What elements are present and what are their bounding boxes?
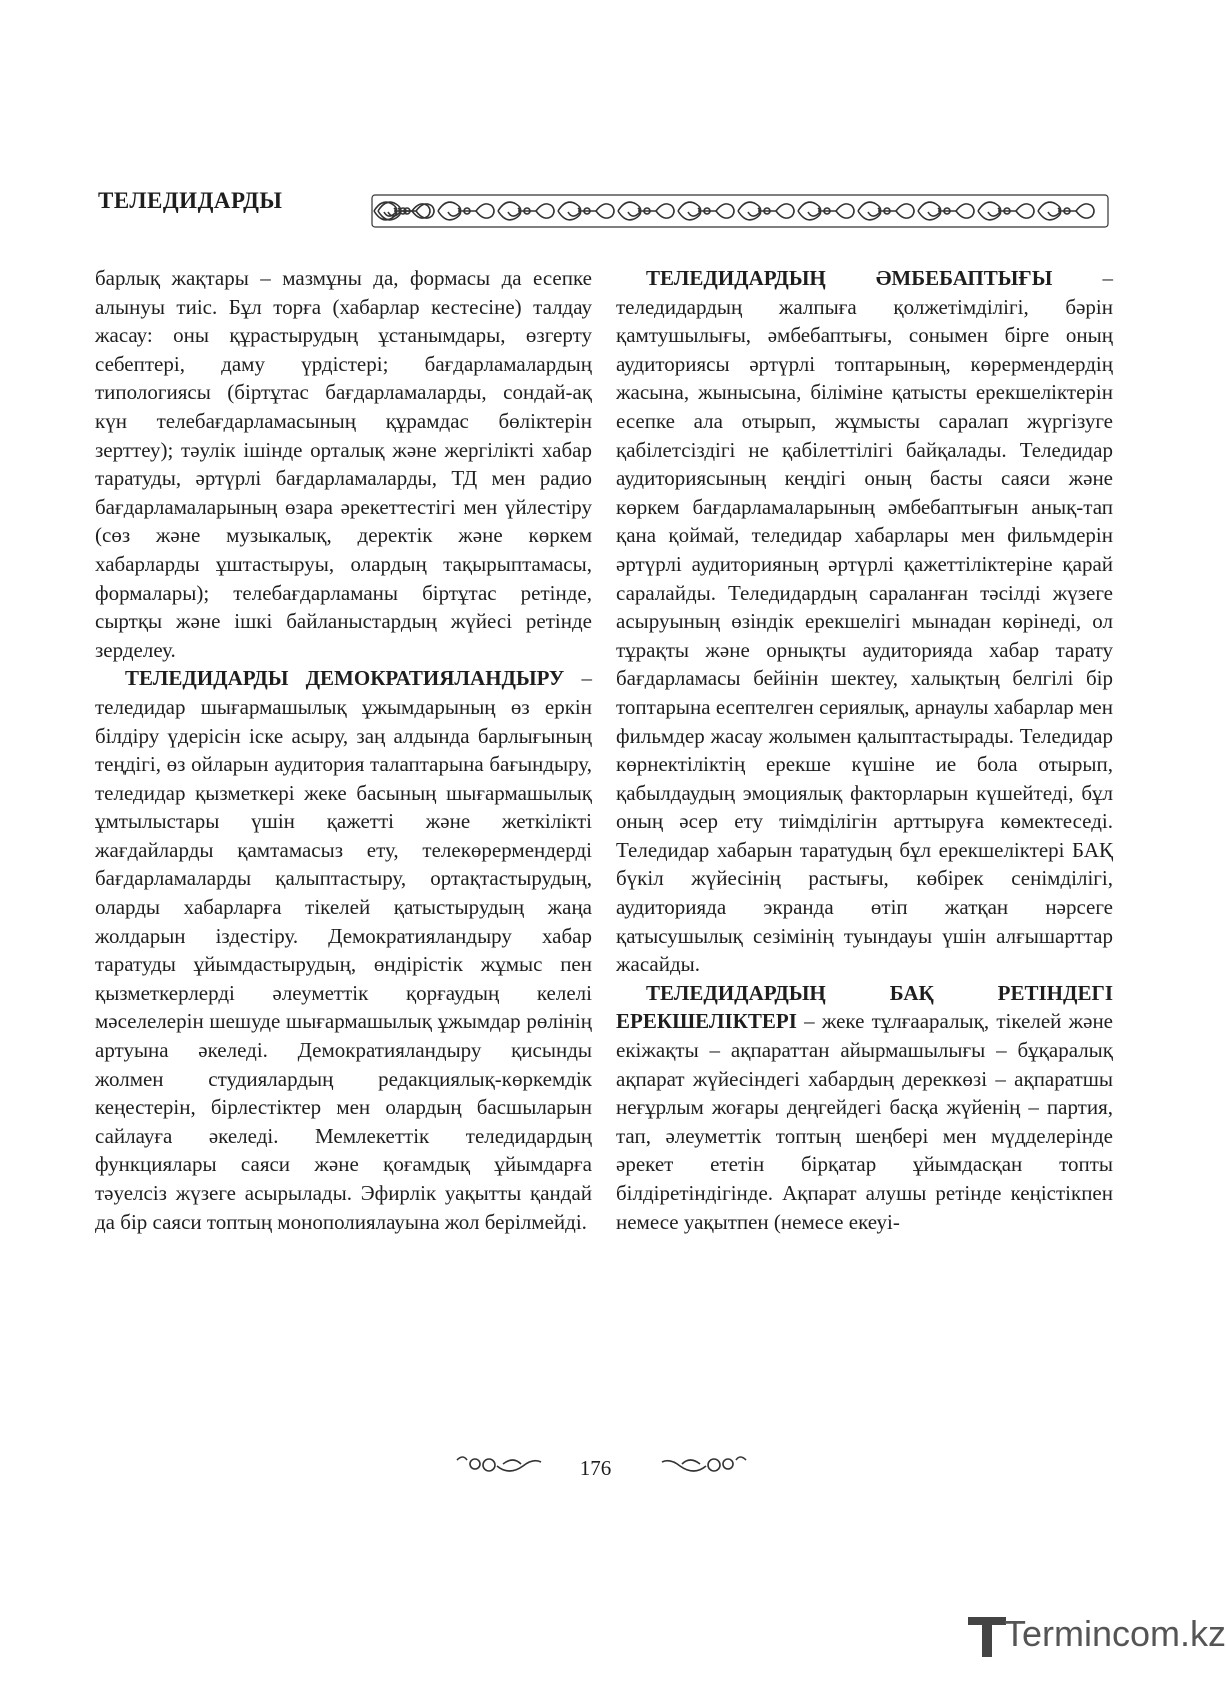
left-paragraph-2-text: – теледидар шығармашылық ұжымдарының өз еркін білдіру үдерісін іске асыру, заң алдында барлығының теңдігі, өз ойларын аудитория талаптарына бағындыру, теледидар қызметкері жеке басының шығармашылық ұмтылыстары үшін қажетті және жеткілікті жағдайларды қамтамасыз ету, телекөрермендерді бағдарламаларды қалыптастыру, ортақтастырудың, оларды хабарларға тікелей қатыстырудың жаңа жолдарын іздестіру. Демократияландыру хабар таратуды ұйымдастырудың, өндірістік жұмыс пен қызметкерлерді әлеуметтік қорғаудың келелі мәселелерін шешуде шығармашылық ұжымдар рөлінің артуына әкеледі. Демократияландыру қисынды жолмен студиялардың редакциялық-көркемдік кеңестерін, бірлестіктер мен олардың басшыларын сайлауға әкеледі. Мемлекеттік теледидардың функциялары саяси және қоғамдық ұйымдарға тәуелсіз жүзеге асырылады. Эфирлік уақытты қандай да бір саяси топтың монополиялауына жол берілмейді. xyxy=(95,666,592,1234)
header-ornament-icon xyxy=(372,194,1108,228)
page-number: 176 xyxy=(579,1456,612,1480)
right-column xyxy=(616,264,1113,1236)
right-paragraph-2 xyxy=(616,979,1113,1236)
left-paragraph-1: барлық жақтары – мазмұны да, формасы да есепке алынуы тиіс. Бұл торға (хабарлар кестесіне) талдау жасау: оны құрастырудың ұстанымдары, өзгерту себептері, даму үрдістері; бағдарламалардың типологиясы (біртұтас бағдарламаларды, сондай-ақ күн телебағдарламасының құрамдас бөліктерін зерттеу); тәулік ішінде орталық және жергілікті хабар таратуды, әртүрлі бағдарламаларды, ТД мен радио бағдарламаларының өзара әрекеттестігі мен үйлестіру (сөз және музыкалық, деректік және көркем хабарларды ұштастыруы, олардың тақырыптамасы, формалары); телебағдарламаны біртұтас ретінде, сыртқы және ішкі байланыстардың жүйесі ретінде зерделеу. xyxy=(95,266,592,662)
footer-ornament-right-icon xyxy=(660,1452,750,1478)
right-paragraph-1-text: – теледидардың жалпыға қолжетімділігі, бәрін қамтушылығы, әмбебаптығы, сонымен бірге оның аудиториясы әртүрлі топтарының, көрермендердің жасына, жынысына, біліміне қатысты ерекшеліктерін есепке ала отырып, жұмысты саралап жүргізуге қабілетсіздігі не қабілеттілігі байқалады. Теледидар аудиториясының кеңдігі оның басты саяси және көркем бағдарламаларының әмбебаптығын анық-тап қана қоймай, теледидар хабарлары мен фильмдерін әртүрлі аудиторияның әртүрлі қажеттіліктеріне қарай саралайды. Теледидардың сараланған тәсілді жүзеге асыруының өзіндік ерекшелігі мынадан көрінеді, ол тұрақты және орнықты аудиторияда хабар тарату бағдарламасы бейінін шектеу, халықтың белгілі бір топтарына есептелген сериялық, арнаулы хабарлар мен фильмдер жасау жолымен қалыптастырады. Теледидар көрнектіліктің ерекше күшіне ие бола отырып, қабылдаудың эмоциялық факторларын күшейтеді, бұл оның әсер ету тиімділігін арттыруға көмектеседі. Теледидар хабарын таратудың бұл ерекшеліктері БАҚ бүкіл жүйесінің растығы, көбірек сенімділігі, аудиторияда экранда өтіп жатқан нәрсеге қатысушылық сезімінің туындауы үшін алғышарттар жасайды. xyxy=(616,266,1113,977)
term-democratization: ТЕЛЕДИДАРДЫ ДЕМОКРАТИЯЛАНДЫРУ xyxy=(125,666,565,691)
left-column xyxy=(95,264,592,1236)
left-paragraph-2 xyxy=(95,664,592,1236)
term-universality: ТЕЛЕДИДАРДЫҢ ӘМБЕБАПТЫҒЫ xyxy=(646,266,1053,290)
right-paragraph-1 xyxy=(616,264,1113,979)
page-header-title: ТЕЛЕДИДАРДЫ xyxy=(98,188,283,213)
right-paragraph-2-text: – жеке тұлғааралық, тікелей және екіжақты – ақпараттан айырмашылығы – бұқаралық ақпарат жүйесіндегі хабардың дереккөзі – ақпаратшы неғұрлым жоғары деңгейдегі басқа жүйенің – партия, тап, әлеуметтік топтың шеңбері мен мүдделерінде әрекет ететін бірқатар ұйымдасқан топты білдіретіндігінде. Ақпарат алушы ретінде кеңістікпен немесе уақытпен (немесе екеуі- xyxy=(616,1009,1113,1234)
term-media-features: ТЕЛЕДИДАРДЫҢ БАҚ РЕТІНДЕГІ ЕРЕКШЕЛІКТЕРІ xyxy=(616,980,1113,1034)
watermark-text: Termincom.kz xyxy=(1004,1613,1226,1654)
